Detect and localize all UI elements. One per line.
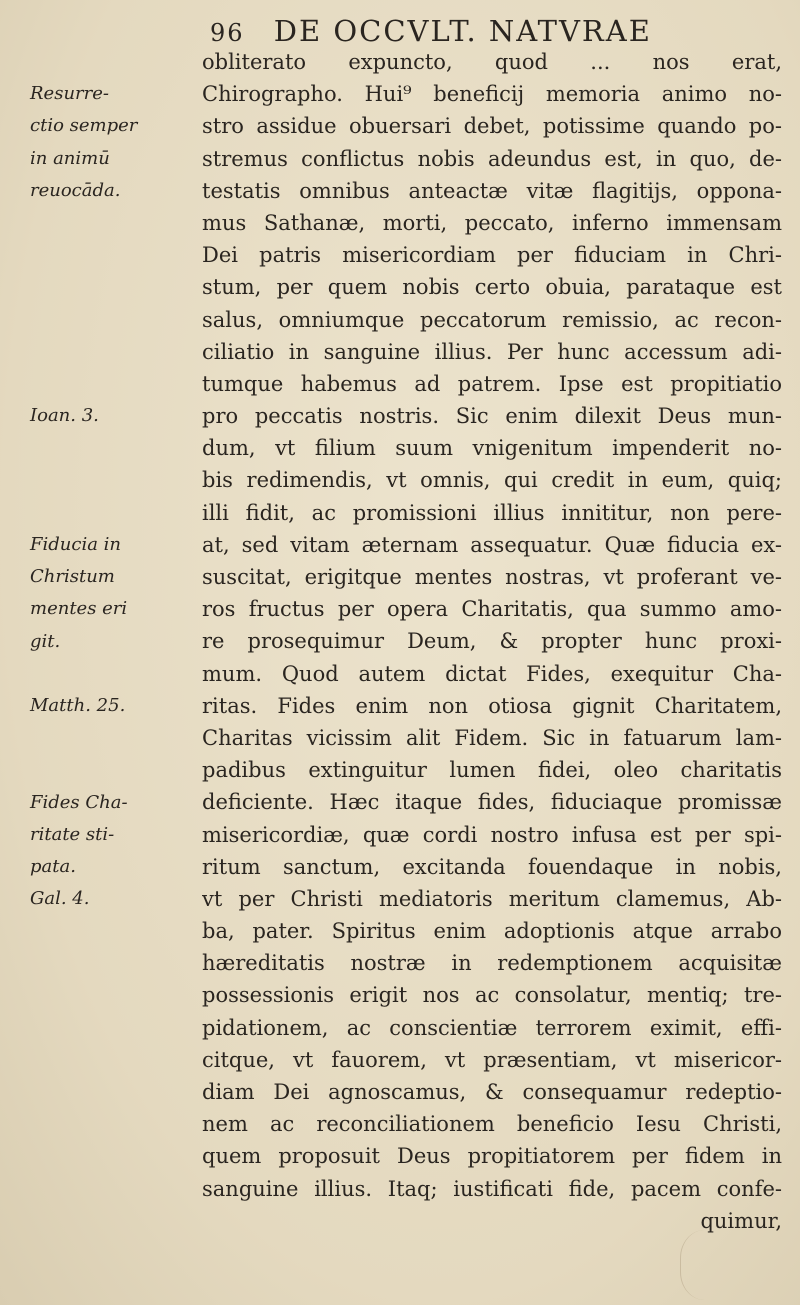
text-line: tumque habemus ad patrem. Ipse est propitiatio xyxy=(202,371,782,396)
text-line: quimur, xyxy=(700,1208,782,1233)
text-line: vt per Christi mediatoris meritum clamemus, Ab- xyxy=(202,886,782,911)
text-line: testatis omnibus anteactæ vitæ flagitijs, oppona- xyxy=(202,178,782,203)
text-line: ciliatio in sanguine illius. Per hunc accessum adi- xyxy=(202,339,782,364)
marginal-note: in animū xyxy=(30,147,110,169)
text-line: Charitas vicissim alit Fidem. Sic in fatuarum lam- xyxy=(202,725,782,750)
text-line: stum, per quem nobis certo obuia, parataque est xyxy=(202,275,782,300)
marginal-note: Gal. 4. xyxy=(30,888,90,910)
text-line: hæreditatis nostræ in redemptionem acquisitæ xyxy=(202,951,782,976)
marginal-note: Matth. 25. xyxy=(30,695,126,716)
text-line: possessionis erigit nos ac consolatur, mentiq; tre- xyxy=(202,983,782,1008)
marginal-note: Ioan. 3. xyxy=(30,405,99,427)
text-line: pro peccatis nostris. Sic enim dilexit Deus mun- xyxy=(202,404,782,429)
marginal-note: Fiducia in xyxy=(30,534,122,555)
marginal-note: reuocāda. xyxy=(30,179,121,201)
text-line: citque, vt fauorem, vt præsentiam, vt misericor- xyxy=(202,1047,782,1072)
text-line: deficiente. Hæc itaque fides, fiduciaque promissæ xyxy=(202,790,782,815)
text-line: mum. Quod autem dictat Fides, exequitur Cha- xyxy=(202,661,782,686)
text-line: at, sed vitam æternam assequatur. Quæ fiducia ex- xyxy=(202,532,782,557)
text-line: ba, pater. Spiritus enim adoptionis atque arrabo xyxy=(202,919,782,944)
text-line: ritum sanctum, excitanda fouendaque in nobis, xyxy=(202,854,782,879)
text-line: stremus conflictus nobis adeundus est, in quo, de- xyxy=(202,146,782,171)
text-line: pidationem, ac conscientiæ terrorem eximit, effi- xyxy=(202,1015,782,1040)
text-line: Dei patris misericordiam per fiduciam in Chri- xyxy=(202,243,782,268)
marginal-note: ritate sti- xyxy=(30,823,115,845)
text-line: quem proposuit Deus propitiatorem per fidem in xyxy=(202,1144,782,1169)
paper-stain xyxy=(680,1230,741,1300)
marginal-note: mentes eri xyxy=(30,598,128,620)
text-line: ritas. Fides enim non otiosa gignit Charitatem, xyxy=(202,693,782,718)
text-line: padibus extinguitur lumen fidei, oleo charitatis xyxy=(202,758,782,783)
marginal-note: pata. xyxy=(30,856,76,877)
marginal-note: Resurre- xyxy=(30,83,109,105)
text-line: Chirographo. Hui⁹ beneficij memoria animo no- xyxy=(202,82,782,107)
text-line: ros fructus per opera Charitatis, qua summo amo- xyxy=(202,597,782,622)
text-line: dum, vt filium suum vnigenitum impenderit no- xyxy=(202,436,782,461)
running-title: DE OCCVLT. NATVRAE xyxy=(273,14,652,48)
text-line: sanguine illius. Itaq; iustificati fide, pacem confe- xyxy=(202,1176,782,1201)
page-header xyxy=(210,14,790,48)
page-number: 96 xyxy=(210,19,245,47)
text-line: mus Sathanæ, morti, peccato, inferno immensam xyxy=(202,210,782,235)
marginal-note: Christum xyxy=(30,566,115,588)
marginal-note: ctio semper xyxy=(30,115,138,137)
text-line: illi fidit, ac promissioni illius innititur, non pere- xyxy=(202,500,782,525)
marginal-note: Fides Cha- xyxy=(30,791,128,813)
text-line: diam Dei agnoscamus, & consequamur redeptio- xyxy=(202,1080,782,1104)
text-line: nem ac reconciliationem beneficio Iesu Christi, xyxy=(202,1112,782,1137)
text-line: stro assidue obuersari debet, potissime quando po- xyxy=(202,114,782,139)
text-line: suscitat, erigitque mentes nostras, vt proferant ve- xyxy=(202,565,782,589)
marginal-note: git. xyxy=(30,630,61,652)
text-line: obliterato expuncto, quod ... nos erat, xyxy=(202,50,782,74)
text-line: re prosequimur Deum, & propter hunc proxi- xyxy=(202,629,782,654)
text-line: bis redimendis, vt omnis, qui credit in eum, quiq; xyxy=(202,468,782,493)
body-text xyxy=(202,46,782,1237)
text-line: misericordiæ, quæ cordi nostro infusa est per spi- xyxy=(202,822,782,847)
text-line: salus, omniumque peccatorum remissio, ac recon- xyxy=(202,307,782,332)
